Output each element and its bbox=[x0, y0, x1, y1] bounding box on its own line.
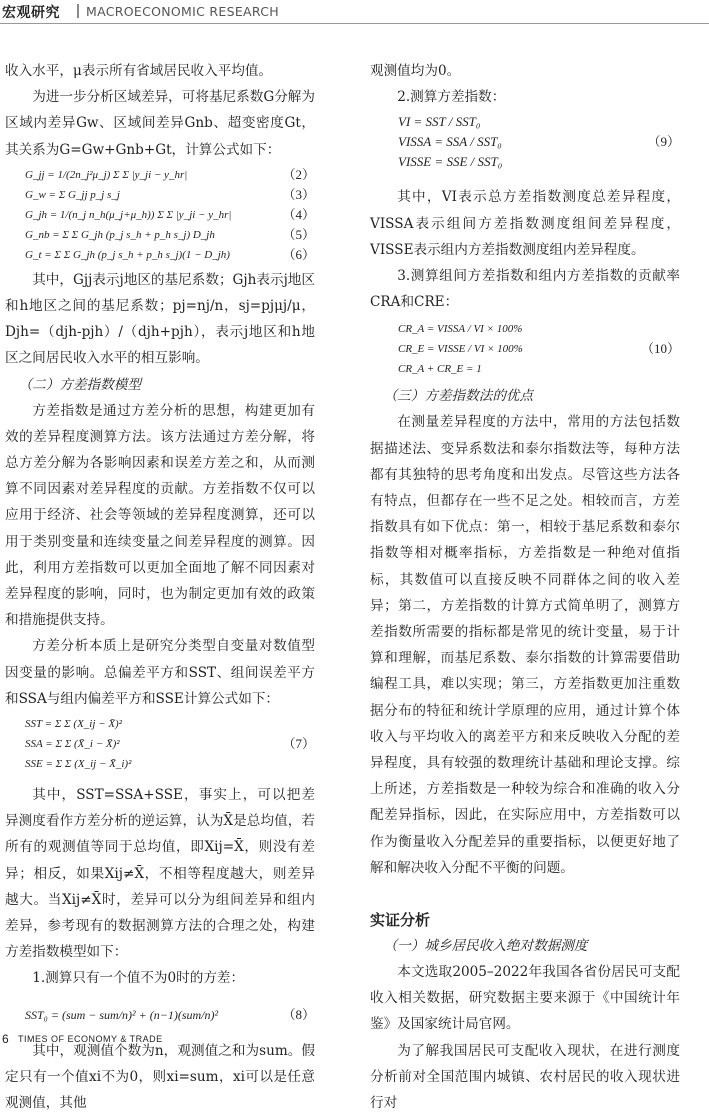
equation-number: （7） bbox=[282, 736, 315, 752]
equation-text: SST = Σ Σ (X_ij − X̄)² bbox=[25, 718, 123, 731]
paragraph: 为了解我国居民可支配收入现状，在进行测度分析前对全国范围内城镇、农村居民的收入现状进行对 bbox=[370, 1042, 680, 1112]
equation-8-line bbox=[25, 998, 315, 1032]
equation-text: VI = SST / SST₀ bbox=[398, 114, 481, 130]
equation-group-gini bbox=[25, 165, 315, 265]
equation-5 bbox=[25, 225, 315, 245]
equation-number: （9） bbox=[647, 134, 680, 150]
paragraph: 其中，VI表示总方差指数测度总差异程度，VISSA表示组间方差指数测度组间差异程度，VISSE表示组内方差指数测度组内差异程度。 bbox=[370, 189, 680, 258]
equation-number: （2） bbox=[282, 166, 315, 182]
equation-text: VISSE = SSE / SST₀ bbox=[398, 154, 503, 170]
paragraph: 收入水平，μ表示所有省域居民收入平均值。 bbox=[5, 63, 273, 79]
paragraph: 其中，SST=SSA+SSE，事实上，可以把差异测度看作方差分析的逆运算，认为X̄是总均值，若所有的观测值等同于总均值，即Xij=X̄，则没有差异；相反，如果Xij≠X̄，不相等程度越大，则差异越大。当Xij≠X̄时，差异可以分为组间差异和组内差异，参考现有的数据测算方法的合理之处，构建方差指数模型如下： bbox=[5, 787, 315, 961]
equation-number: （8） bbox=[282, 1006, 315, 1022]
equation-10b bbox=[398, 339, 680, 359]
running-header bbox=[0, 0, 709, 22]
equation-text: G_jh = 1/(n_j n_h(μ_j+μ_h)) Σ Σ |y_ji − y_hr| bbox=[25, 208, 232, 221]
equation-text: G_jj = 1/(2n_j²μ_j) Σ Σ |y_ji − y_hr| bbox=[25, 168, 188, 181]
equation-8 bbox=[25, 998, 315, 1032]
header-section-cn: 宏观研究 bbox=[2, 5, 60, 21]
subsection-heading: （一）城乡居民收入绝对数据测度 bbox=[383, 938, 588, 955]
section-heading: 实证分析 bbox=[370, 911, 431, 930]
equation-10c bbox=[398, 359, 680, 379]
header-section-en: MACROECONOMIC RESEARCH bbox=[86, 4, 279, 19]
equation-group-7 bbox=[25, 714, 315, 780]
header-rule bbox=[0, 23, 709, 24]
paragraph: 本文选取2005–2022年我国各省份居民可支配收入相关数据，研究数据主要来源于《中国统计年鉴》及国家统计局官网。 bbox=[370, 964, 680, 1033]
equation-2 bbox=[25, 165, 315, 185]
equation-7b bbox=[25, 734, 315, 754]
equation-number: （10） bbox=[640, 341, 680, 357]
equation-text: CR_A = VISSA / VI × 100% bbox=[398, 323, 523, 336]
equation-10a bbox=[398, 319, 680, 339]
equation-text: CR_E = VISSE / VI × 100% bbox=[398, 343, 523, 356]
equation-number: （3） bbox=[282, 186, 315, 202]
equation-text: G_w = Σ G_jj p_j s_j bbox=[25, 188, 120, 201]
paragraph: 观测值均为0。 bbox=[370, 63, 461, 79]
equation-text: G_nb = Σ Σ G_jh (p_j s_h + p_h s_j) D_jh bbox=[25, 228, 215, 241]
equation-3 bbox=[25, 185, 315, 205]
section-spacer bbox=[370, 881, 680, 907]
paragraph: 其中，Gjj表示j地区的基尼系数；Gjh表示j地区和h地区之间的基尼系数；pj=nj/n，sj=pjμj/μ，Djh=（djh-pjh）/（djh+pjh），表示j地区和h地区之间居民收入水平的相互影响。 bbox=[5, 271, 315, 367]
equation-group-10 bbox=[398, 319, 680, 379]
paragraph: 2.测算方差指数： bbox=[397, 89, 506, 106]
equation-text: SSE = Σ Σ (X_ij − X̄_i)² bbox=[25, 758, 132, 771]
equation-9a bbox=[398, 112, 680, 132]
equation-7c bbox=[25, 754, 315, 774]
equation-number: （4） bbox=[282, 206, 315, 222]
equation-7a bbox=[25, 714, 315, 734]
equation-text: G_t = Σ Σ G_jh (p_j s_h + p_h s_j)(1 − D_jh) bbox=[25, 248, 230, 261]
paragraph: 方差分析本质上是研究分类型自变量对数值型因变量的影响。总偏差平方和SST、组间误差平方和SSA与组内偏差平方和SSE计算公式如下： bbox=[5, 638, 315, 707]
paragraph: 方差指数是通过方差分析的思想，构建更加有效的差异程度测算方法。该方法通过方差分解，将总方差分解为各影响因素和误差方差之和，从而测算不同因素对差异程度的贡献。方差指数不仅可以应用于经济、社会等领域的差异程度测算，还可以用于类别变量和连续变量之间差异程度的测算。因此，利用方差指数可以更加全面地了解不同因素对差异程度的影响，同时，也为制定更加有效的政策和措施提供支持。 bbox=[5, 402, 315, 629]
equation-group-9 bbox=[398, 112, 680, 178]
equation-text: CR_A + CR_E = 1 bbox=[398, 363, 482, 376]
paragraph: 为进一步分析区域差异，可将基尼系数G分解为区域内差异Gw、区域间差异Gnb、超变密度Gt，其关系为G=Gw+Gnb+Gt，计算公式如下： bbox=[5, 89, 315, 158]
equation-text: SSA = Σ Σ (X̄_i − X̄)² bbox=[25, 738, 120, 751]
equation-6 bbox=[25, 245, 315, 265]
equation-9c bbox=[398, 152, 680, 172]
equation-text: SST₀ = (sum − sum/n)² + (n−1)(sum/n)² bbox=[25, 1007, 219, 1022]
right-column bbox=[370, 58, 680, 1116]
paragraph: 3.测算组间方差指数和组内方差指数的贡献率CRA和CRE： bbox=[370, 268, 680, 311]
subsection-heading: （三）方差指数法的优点 bbox=[383, 388, 534, 405]
equation-9b bbox=[398, 132, 680, 152]
paragraph: 1.测算只有一个值不为0时的方差： bbox=[32, 970, 245, 987]
header-divider bbox=[77, 4, 79, 18]
paragraph: 其中，观测值个数为n，观测值之和为sum。假定只有一个值xi不为0，则xi=sum，xi可以是任意观测值，其他 bbox=[5, 1042, 315, 1112]
page-number: 6 bbox=[2, 1032, 9, 1046]
equation-text: VISSA = SSA / SST₀ bbox=[398, 134, 502, 150]
journal-name: TIMES OF ECONOMY & TRADE bbox=[18, 1034, 163, 1044]
equation-4 bbox=[25, 205, 315, 225]
equation-number: （5） bbox=[282, 226, 315, 242]
paragraph: 在测量差异程度的方法中，常用的方法包括数据描述法、变异系数法和泰尔指数法等，每种方法都有其独特的思考角度和出发点。尽管这些方法各有特点，但都存在一些不足之处。相较而言，方差指数具有如下优点：第一，相较于基尼系数和泰尔指数等相对概率指标，方差指数是一种绝对值指标，其数值可以直接反映不同群体之间的收入差异；第二，方差指数的计算方式简单明了，测算方差指数所需要的指标都是常见的统计变量，易于计算和理解，而基尼系数、泰尔指数的计算需要借助编程工具，难以实现；第三，方差指数更加注重数据分布的特征和统计学原理的应用，通过计算个体收入与平均收入的离差平方和来反映收入分配的差异程度，具有较强的数理统计基础和理论支撑。综上所述，方差指数是一种较为综合和准确的收入分配差异指标，因此，在实际应用中，方差指数可以作为衡量收入分配差异的重要指标，以便更好地了解和解决收入分配不平衡的问题。 bbox=[370, 414, 680, 876]
equation-number: （6） bbox=[282, 246, 315, 262]
subsection-heading: （二）方差指数模型 bbox=[18, 376, 141, 393]
left-column bbox=[5, 58, 315, 1116]
